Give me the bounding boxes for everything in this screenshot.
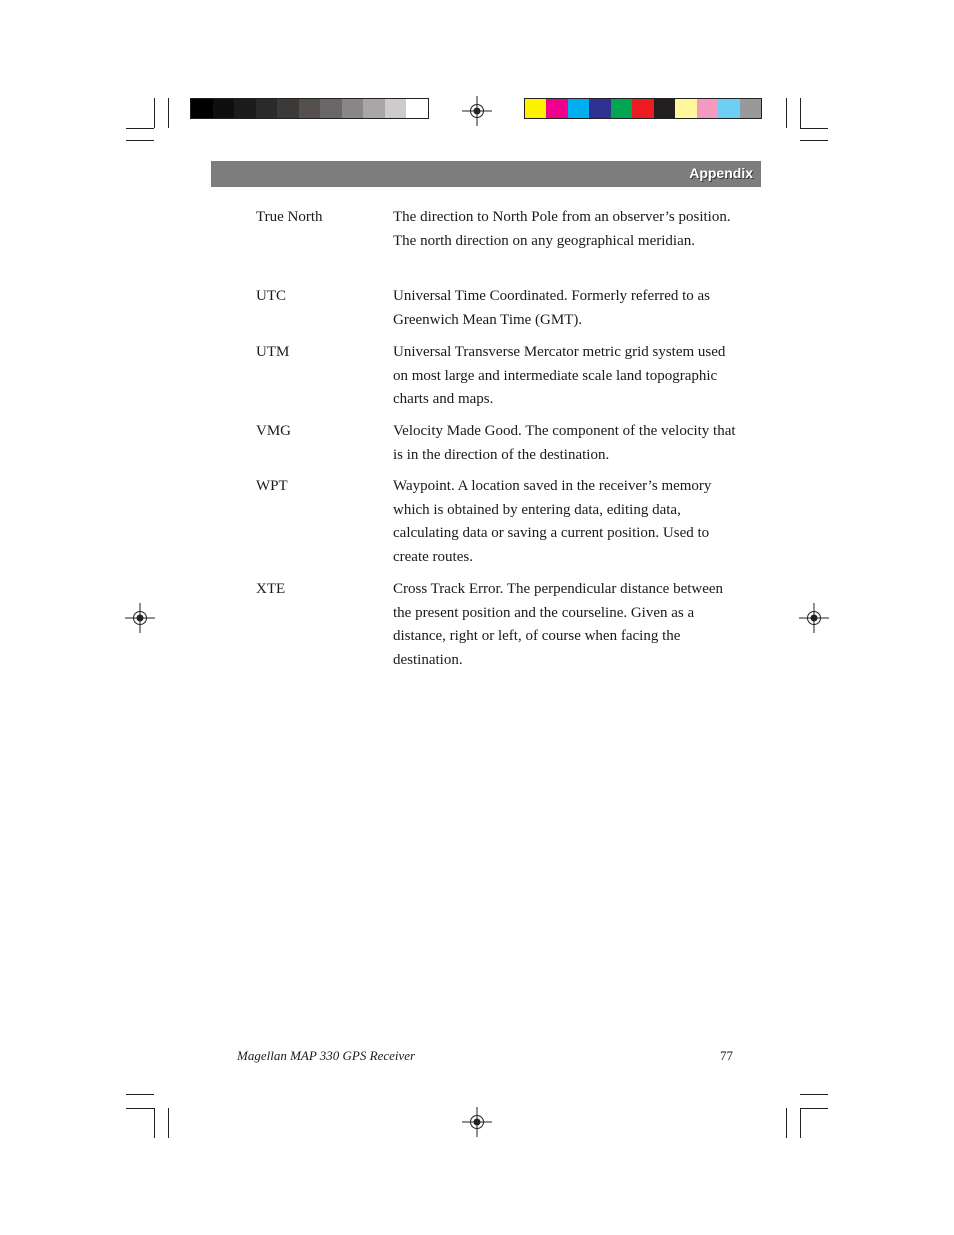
crop-mark [800, 1108, 801, 1138]
color-swatch [320, 99, 342, 118]
registration-mark-icon [462, 96, 492, 126]
glossary-term: UTC [256, 288, 286, 304]
color-swatch [234, 99, 256, 118]
glossary-term: UTM [256, 344, 290, 360]
crop-mark [800, 1108, 828, 1109]
glossary-definition: Cross Track Error. The perpendicular distance between the present position and the courseline. Given as a distance, right or left, of course when facing the destination. [393, 581, 724, 668]
color-swatch [654, 99, 675, 118]
color-swatch [342, 99, 364, 118]
glossary-term: XTE [256, 581, 286, 597]
glossary-definition: Universal Transverse Mercator metric grid system used on most large and intermediate scale land topographic charts and maps. [393, 344, 726, 407]
crop-mark [800, 140, 828, 141]
footer-title: Magellan MAP 330 GPS Receiver [237, 1048, 416, 1063]
glossary-definition: The direction to North Pole from an observer’s position. The north direction on any geographical meridian. [393, 209, 731, 249]
color-swatch [568, 99, 589, 118]
gray-calibration-bar [190, 98, 429, 119]
crop-mark [800, 98, 801, 128]
registration-mark-icon [125, 603, 155, 633]
registration-mark-icon [462, 1107, 492, 1137]
glossary-definition: Universal Time Coordinated. Formerly referred to as Greenwich Mean Time (GMT). [393, 288, 711, 328]
color-swatch [406, 99, 428, 118]
page-number: 77 [720, 1048, 733, 1063]
color-swatch [632, 99, 653, 118]
color-swatch [299, 99, 321, 118]
crop-mark [800, 128, 828, 129]
color-swatch [191, 99, 213, 118]
color-swatch [589, 99, 610, 118]
crop-mark [126, 140, 154, 141]
color-swatch [740, 99, 761, 118]
glossary-term: WPT [256, 478, 288, 494]
section-header-bar [211, 161, 761, 187]
crop-mark [168, 98, 169, 128]
section-title: Appendix [689, 165, 753, 181]
color-swatch [256, 99, 278, 118]
color-swatch [525, 99, 546, 118]
color-swatch [213, 99, 235, 118]
color-swatch [277, 99, 299, 118]
color-swatch [363, 99, 385, 118]
registration-mark-icon [799, 603, 829, 633]
crop-mark [800, 1094, 828, 1095]
glossary-term: VMG [256, 423, 292, 439]
color-swatch [546, 99, 567, 118]
crop-mark [154, 98, 155, 128]
glossary-definition: Velocity Made Good. The component of the velocity that is in the direction of the destination. [393, 423, 736, 463]
crop-mark [126, 1094, 154, 1095]
color-swatch [697, 99, 718, 118]
crop-mark [786, 98, 787, 128]
glossary-definition: Waypoint. A location saved in the receiver’s memory which is obtained by entering data, editing data, calculating data or saving a current position. Used to create routes. [393, 478, 712, 565]
color-calibration-bar [524, 98, 762, 119]
color-swatch [718, 99, 739, 118]
color-swatch [675, 99, 696, 118]
crop-mark [786, 1108, 787, 1138]
crop-mark [168, 1108, 169, 1138]
crop-mark [126, 1108, 154, 1109]
color-swatch [385, 99, 407, 118]
crop-mark [154, 1108, 155, 1138]
glossary-term: True North [256, 209, 323, 225]
crop-mark [126, 128, 154, 129]
color-swatch [611, 99, 632, 118]
